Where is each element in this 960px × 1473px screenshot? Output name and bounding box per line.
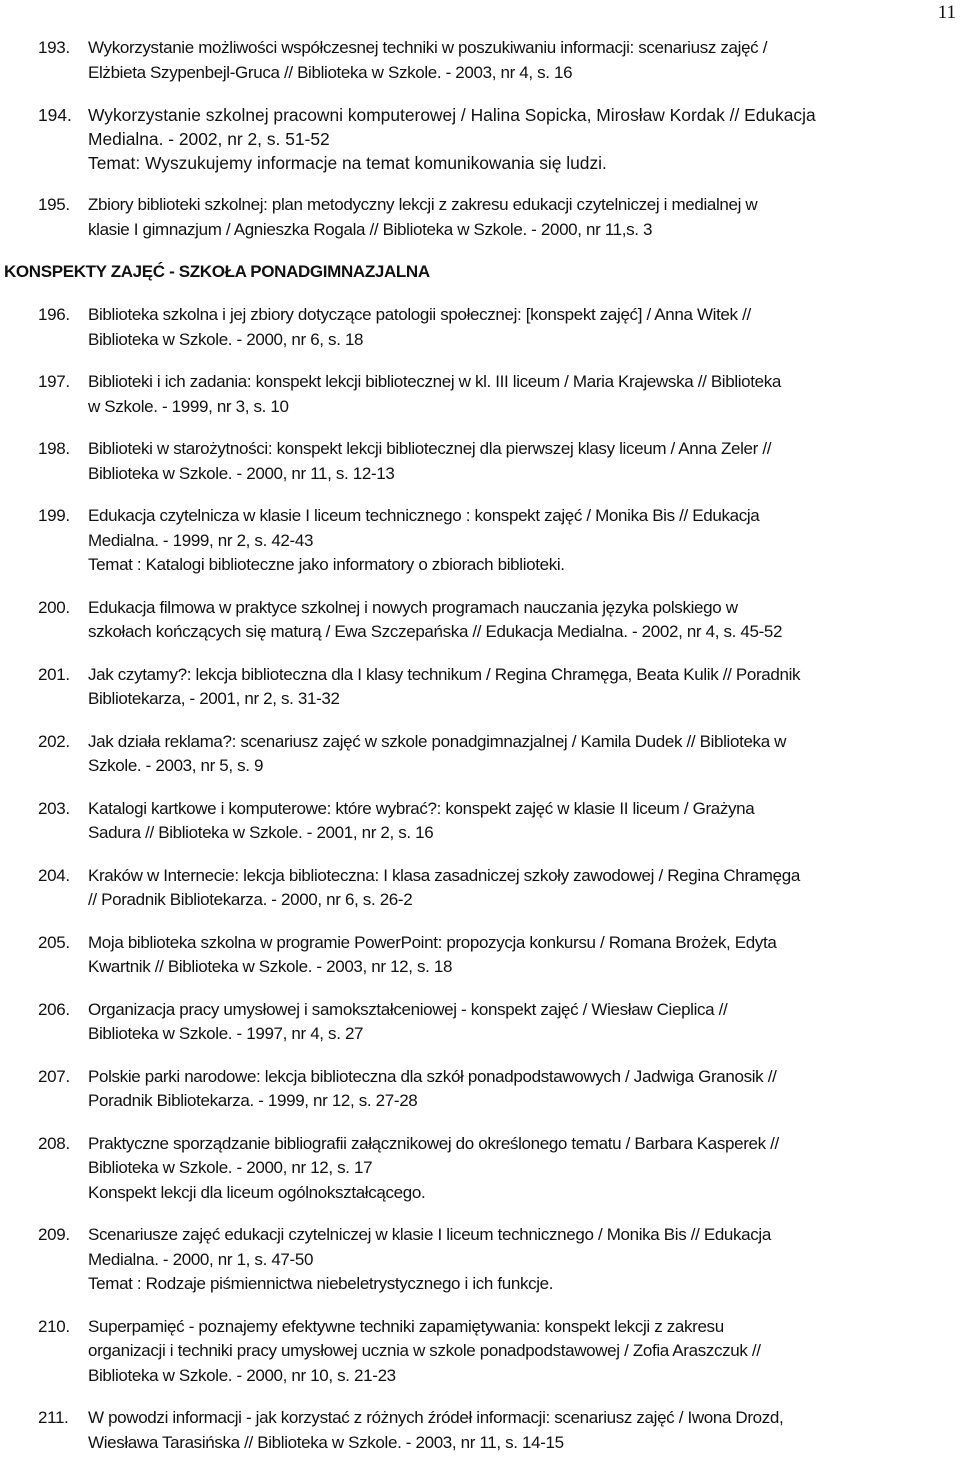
entry-number: 207. (38, 1066, 70, 1086)
bibliography-list-before (38, 36, 952, 242)
entry-number: 205. (38, 932, 70, 952)
entry-line: Katalogi kartkowe i komputerowe: które wybrać?: konspekt zajęć w klasie II liceum / Grażyna (88, 798, 755, 818)
entry-text (88, 1315, 952, 1389)
entry-text (88, 1132, 952, 1206)
entry-line: Moja biblioteka szkolna w programie PowerPoint: propozycja konkursu / Romana Brożek, Edyta (88, 932, 777, 952)
entry-text (88, 730, 952, 779)
entry-line: Szkole. - 2003, nr 5, s. 9 (88, 756, 264, 775)
entry-line: Medialna. - 2002, nr 2, s. 51-52 (88, 129, 330, 149)
section-heading: KONSPEKTY ZAJĘĆ - SZKOŁA PONADGIMNAZJALNA (4, 262, 430, 281)
entry-text (88, 370, 952, 419)
entry-line: szkołach kończących się maturą / Ewa Szczepańska // Edukacja Medialna. - 2002, nr 4, s. 45-52 (88, 622, 783, 641)
entry-line: Jak działa reklama?: scenariusz zajęć w szkole ponadgimnazjalnej / Kamila Dudek // Biblioteka w (88, 731, 787, 751)
bibliography-entry (38, 370, 952, 419)
entry-text (88, 437, 952, 486)
entry-line: Temat: Wyszukujemy informacje na temat komunikowania się ludzi. (88, 153, 607, 173)
entry-line: Medialna. - 2000, nr 1, s. 47-50 (88, 1249, 314, 1269)
bibliography-entry (38, 596, 952, 645)
entry-text (88, 1065, 952, 1114)
entry-number: 202. (38, 731, 70, 751)
entry-line: Kraków w Internecie: lekcja biblioteczna: I klasa zasadniczej szkoły zawodowej / Regina Chramęga (88, 865, 800, 885)
entry-line: Biblioteka w Szkole. - 2000, nr 10, s. 21-23 (88, 1365, 396, 1385)
entry-line: Temat : Katalogi biblioteczne jako informatory o zbiorach biblioteki. (88, 555, 565, 574)
entry-line: Scenariusze zajęć edukacji czytelniczej w klasie I liceum technicznego / Monika Bis // Edukacja (88, 1225, 771, 1244)
entry-line: Biblioteki w starożytności: konspekt lekcji bibliotecznej dla pierwszej klasy liceum / Anna Zeler // (88, 439, 772, 458)
bibliography-entry (38, 437, 952, 486)
entry-line: Edukacja czytelnicza w klasie I liceum technicznego : konspekt zajęć / Monika Bis // Edukacja (88, 506, 760, 525)
entry-text (88, 36, 952, 85)
bibliography-entry (38, 1406, 952, 1455)
entry-line: Biblioteka w Szkole. - 2000, nr 12, s. 17 (88, 1158, 373, 1177)
entry-text (88, 1406, 952, 1455)
entry-line: w Szkole. - 1999, nr 3, s. 10 (88, 396, 289, 416)
entry-line: Konspekt lekcji dla liceum ogólnokształcącego. (88, 1182, 426, 1202)
entry-line: Sadura // Biblioteka w Szkole. - 2001, nr 2, s. 16 (88, 823, 434, 842)
bibliography-entry (38, 663, 952, 712)
entry-line: Praktyczne sporządzanie bibliografii załącznikowej do określonego tematu / Barbara Kasperek // (88, 1133, 779, 1153)
entry-number: 198. (38, 439, 70, 458)
entry-line: Biblioteka szkolna i jej zbiory dotyczące patologii społecznej: [konspekt zajęć] / Anna Witek // (88, 305, 751, 324)
entry-text (88, 303, 952, 352)
entry-line: Kwartnik // Biblioteka w Szkole. - 2003, nr 12, s. 18 (88, 957, 453, 976)
entry-number: 206. (38, 999, 70, 1019)
bibliography-entry (38, 864, 952, 913)
bibliography-entry (38, 193, 952, 242)
entry-line: Wykorzystanie szkolnej pracowni komputerowej / Halina Sopicka, Mirosław Kordak // Edukacja (88, 105, 816, 125)
entry-line: Biblioteka w Szkole. - 1997, nr 4, s. 27 (88, 1024, 364, 1043)
bibliography-page (0, 36, 960, 1473)
entry-number: 211. (38, 1408, 69, 1427)
entry-line: Elżbieta Szypenbejl-Gruca // Biblioteka w Szkole. - 2003, nr 4, s. 16 (88, 62, 573, 82)
entry-line: Medialna. - 1999, nr 2, s. 42-43 (88, 530, 314, 550)
entry-number: 201. (38, 664, 70, 684)
entry-number: 203. (38, 798, 70, 818)
entry-line: klasie I gimnazjum / Agnieszka Rogala // Biblioteka w Szkole. - 2000, nr 11,s. 3 (88, 219, 653, 239)
entry-line: Biblioteka w Szkole. - 2000, nr 6, s. 18 (88, 329, 364, 349)
entry-number: 197. (38, 372, 70, 391)
entry-line: Edukacja filmowa w praktyce szkolnej i nowych programach nauczania języka polskiego w (88, 597, 738, 617)
entry-number: 200. (38, 597, 70, 617)
entry-number: 210. (38, 1316, 70, 1336)
bibliography-entry (38, 1132, 952, 1206)
bibliography-entry (38, 303, 952, 352)
entry-text (88, 864, 952, 913)
entry-line: Organizacja pracy umysłowej i samokształceniowej - konspekt zajęć / Wiesław Cieplica // (88, 999, 728, 1019)
entry-line: Biblioteka w Szkole. - 2000, nr 11, s. 12-13 (88, 463, 395, 483)
page-number: 11 (937, 2, 956, 23)
entry-number: 196. (38, 305, 70, 324)
entry-text (88, 998, 952, 1047)
entry-line: Poradnik Bibliotekarza. - 1999, nr 12, s. 27-28 (88, 1091, 418, 1110)
bibliography-entry (38, 1065, 952, 1114)
entry-line: Zbiory biblioteki szkolnej: plan metodyczny lekcji z zakresu edukacji czytelniczej i medialnej w (88, 195, 758, 214)
bibliography-entry (38, 998, 952, 1047)
entry-line: Polskie parki narodowe: lekcja biblioteczna dla szkół ponadpodstawowych / Jadwiga Granosik // (88, 1066, 777, 1086)
entry-text (88, 103, 952, 175)
bibliography-list-after (38, 303, 952, 1455)
bibliography-entry (38, 504, 952, 578)
entry-line: W powodzi informacji - jak korzystać z różnych źródeł informacji: scenariusz zajęć / Iwona Drozd, (88, 1408, 784, 1427)
entry-number: 194. (38, 105, 72, 125)
bibliography-entry (38, 103, 952, 175)
entry-number: 208. (38, 1133, 70, 1153)
entry-number: 204. (38, 865, 70, 885)
entry-line: Temat : Rodzaje piśmiennictwa niebeletrystycznego i ich funkcje. (88, 1274, 554, 1293)
entry-text (88, 797, 952, 846)
entry-text (88, 596, 952, 645)
entry-line: Bibliotekarza, - 2001, nr 2, s. 31-32 (88, 689, 340, 708)
entry-text (88, 193, 952, 242)
entry-text (88, 663, 952, 712)
entry-line: // Poradnik Bibliotekarza. - 2000, nr 6, s. 26-2 (88, 890, 413, 909)
entry-line: Wiesława Tarasińska // Biblioteka w Szkole. - 2003, nr 11, s. 14-15 (88, 1432, 564, 1452)
entry-line: Jak czytamy?: lekcja biblioteczna dla I klasy technikum / Regina Chramęga, Beata Kulik // Poradnik (88, 664, 801, 684)
entry-number: 199. (38, 506, 70, 525)
entry-line: Wykorzystanie możliwości współczesnej techniki w poszukiwaniu informacji: scenariusz zajęć / (88, 38, 768, 57)
bibliography-entry (38, 36, 952, 85)
entry-text (88, 504, 952, 578)
entry-text (88, 931, 952, 980)
bibliography-entry (38, 730, 952, 779)
bibliography-entry (38, 797, 952, 846)
entry-number: 209. (38, 1225, 70, 1244)
entry-line: Superpamięć - poznajemy efektywne techniki zapamiętywania: konspekt lekcji z zakresu (88, 1316, 724, 1336)
entry-number: 195. (38, 195, 70, 214)
entry-line: organizacji i techniki pracy umysłowej ucznia w szkole ponadpodstawowej / Zofia Araszczuk // (88, 1341, 761, 1360)
entry-line: Biblioteki i ich zadania: konspekt lekcji bibliotecznej w kl. III liceum / Maria Krajewska // Biblioteka (88, 372, 782, 391)
bibliography-entry (38, 1223, 952, 1297)
bibliography-entry (38, 931, 952, 980)
entry-text (88, 1223, 952, 1297)
entry-number: 193. (38, 38, 70, 57)
bibliography-entry (38, 1315, 952, 1389)
